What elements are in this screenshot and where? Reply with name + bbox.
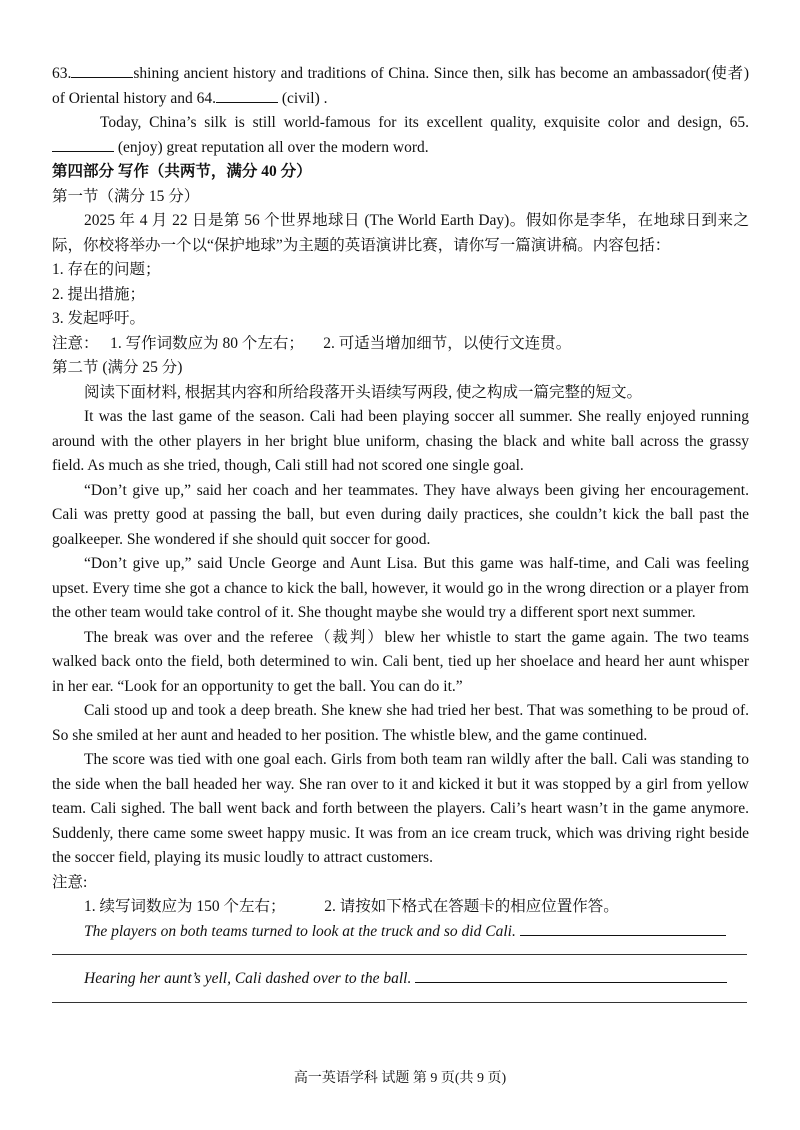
writing-prompt-1: The players on both teams turned to look at the truck and so did Cali. [52, 920, 749, 945]
story-paragraph-4: The break was over and the referee（裁判）blew her whistle to start the game again. The two teams walked back onto the field, both determined to win. Cali bent, tied up her shoelace and heard her aunt whisper in her ear. “Look for an opportunity to get the ball. You can do it.” [52, 628, 749, 695]
section2-title: 第二节 (满分 25 分) [52, 359, 183, 376]
answer-line-1[interactable] [52, 953, 747, 955]
blank-63 [71, 62, 133, 78]
answer-blank-2[interactable] [415, 968, 727, 983]
section2-notes-label: 注意: [52, 873, 88, 891]
story-paragraph-5: Cali stood up and took a deep breath. She knew she had tried her best. That was something to be proud of. So she smiled at her aunt and headed to her position. The whistle blew, and the game continued. [52, 702, 749, 744]
section1-item-2: 2. 提出措施； [52, 285, 146, 303]
section1-title: 第一节（满分 15 分） [52, 187, 200, 205]
writing-prompt-2: Hearing her aunt’s yell, Cali dashed over to the ball. [52, 967, 749, 992]
page-footer: 高一英语学科 试题 第 9 页(共 9 页) [293, 1071, 507, 1086]
section1-intro: 2025 年 4 月 22 日是第 56 个世界地球日 (The World Earth Day)。假如你是李华，在地球日到来之际，你校将举办一个以“保护地球”为主题的英语演讲比赛，请你写一篇演讲稿。内容包括： [52, 212, 749, 254]
blank-number-63: 63. [52, 65, 72, 82]
cloze-paragraph-end: 63. shining ancient history and traditions of China. Since then, silk has become an ambassador(使者) of Oriental history and 64. (civil) . [52, 62, 749, 111]
story-paragraph-6: The score was tied with one goal each. Girls from both team ran wildly after the ball. Cali was standing to the side when the ball headed her way. She ran over to it and kicked it but it was stopped by a girl from yellow team. Cali sighed. The ball went back and forth between the players. Cali’s heart wasn’t in the game anymore. Suddenly, there came some sweet happy music. It was from an ice cream truck, which was driving right beside the soccer field, playing its music loudly to attract customers. [52, 751, 749, 866]
story-paragraph-2: “Don’t give up,” said her coach and her teammates. They have always been giving her encouragement. Cali was pretty good at passing the ball, but even during daily practices, she couldn’t kick the ball past the goalkeeper. She wondered if she should quit soccer for good. [52, 481, 749, 548]
section1-item-3: 3. 发起呼吁。 [52, 310, 146, 327]
section2-instruction: 阅读下面材料, 根据其内容和所给段落开头语续写两段, 使之构成一篇完整的短文。 [84, 383, 643, 401]
story-paragraph-1: It was the last game of the season. Cali had been playing soccer all summer. She really enjoyed running around with the other players in her bright blue uniform, chasing the black and white ball across the grassy field. As much as she tried, though, Cali still had not scored one single goal. [52, 408, 749, 474]
part4-heading: 第四部分 写作（共两节，满分 40 分） [52, 163, 312, 180]
blank-65 [52, 136, 114, 152]
blank-64 [216, 87, 278, 103]
answer-blank-1[interactable] [520, 921, 726, 936]
section1-item-1: 1. 存在的问题； [52, 261, 161, 278]
story-paragraph-3: “Don’t give up,” said Uncle George and Aunt Lisa. But this game was half-time, and Cali was feeling upset. Every time she got a chance to kick the ball, however, it would go in the wrong direction or a player from the other team would take control of it. She thought maybe she would try a different sport next summer. [52, 555, 749, 621]
cloze-paragraph-final: Today, China’s silk is still world-famous for its excellent quality, exquisite color and design, 65. (enjoy) great reputation all over the modern word. [52, 111, 749, 160]
exam-page [52, 62, 749, 1015]
answer-line-2[interactable] [52, 1001, 747, 1003]
section2-notes-line: 1. 续写词数应为 150 个左右； 2. 请按如下格式在答题卡的相应位置作答。 [84, 898, 619, 915]
section1-notes: 注意： 1. 写作词数应为 80 个左右； 2. 可适当增加细节，以使行文连贯。 [52, 334, 572, 352]
